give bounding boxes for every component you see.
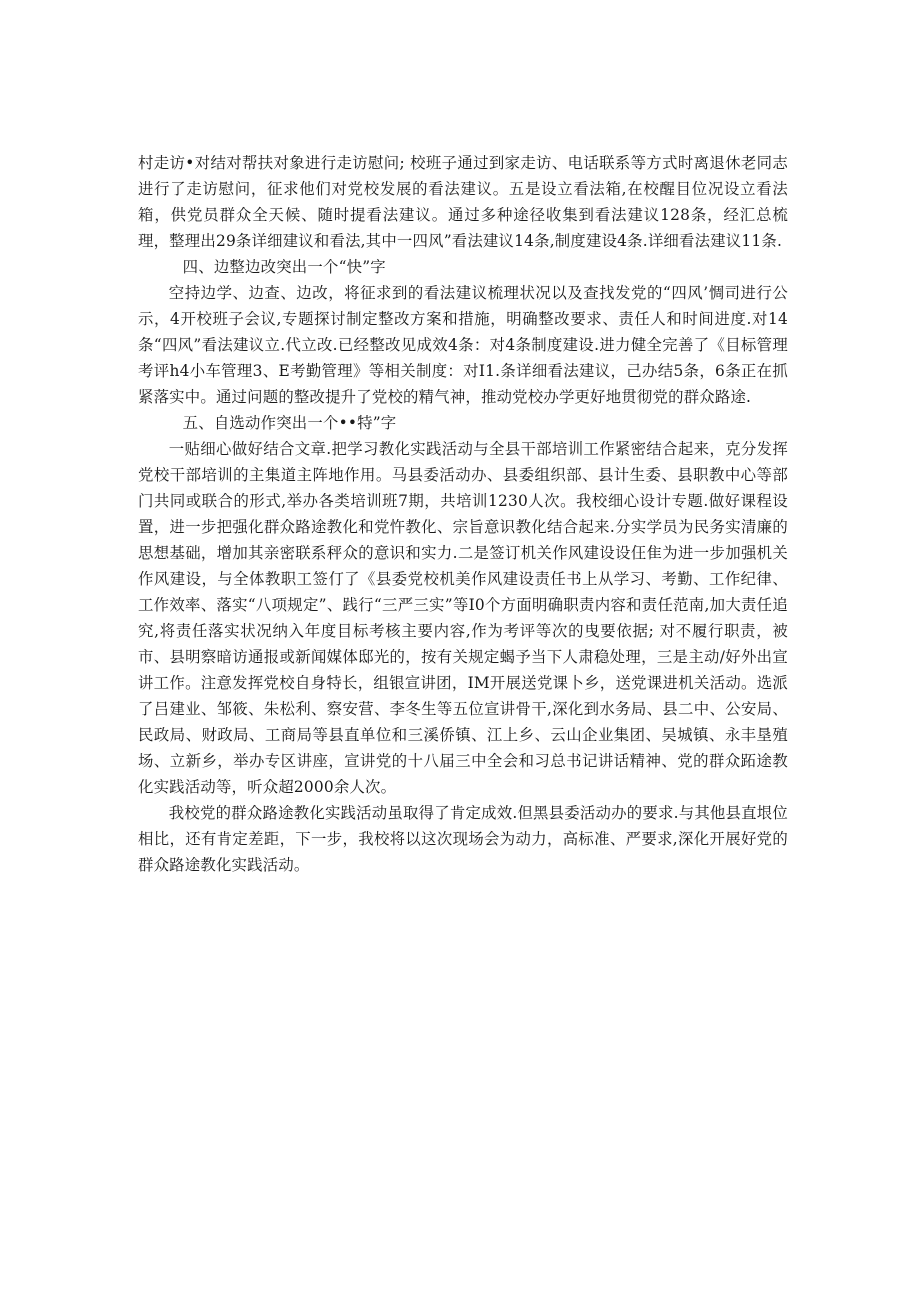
paragraph-optional-actions: 一贴细心做好结合文章.把学习教化实践活动与全县干部培训工作紧密结合起来，克分发挥党校干部培训的主集道主阵地作用。马县委活动办、县委组织部、县计生委、县职教中心等部门共同或联合的形式,举办各类培训班7期，共培训1230人次。我校细心设计专题.做好课程设置，进一步把强化群众路途教化和党忤教化、宗旨意识教化结合起来.分实学员为民务实清廉的思想基础，增加其亲密联系秤众的意识和实力.二是签订机关作风建设设仼隹为进一步加强机关作风建设，与全体教职工签仃了《县委党校机美作风建设责任书上从学习、考勤、工作纪律、工作效率、落实“八项规定”、践行“三严三实”等I0个方面明确职责内容和责任范南,加大责任追究,将责任落实状况纳入年度目标考核主要内容,作为考评等次的曳要依据; 对不履行职责，被市、县明察暗访通报或新闻媒体邸光的，按有关规定蝎予当下人肃稳处理，三是主动/好外出宣讲工作。注意发挥党校自身特长，组银宣讲团，IM开展送党课卜乡，送党课进机关活动。选派了吕建业、邹筱、朱松利、察安营、李冬生等五位宣讲骨干,深化到水务局、县二中、公安局、民政局、财政局、工商局等县直单位和三溪侨镇、江上乡、云山企业集团、吴城镇、永丰垦殖场、立新乡，举办专区讲座，宣讲党的十八届三中全会和习总书记讲话精神、党的群众跖途教化实践活动等，听众超2000余人次。 bbox=[138, 440, 788, 796]
paragraph-visit-summary: 村走访•对结对帮扶对象进行走访慰问; 校班子通过到家走访、电话联系等方式时离退休老同志进行了走访慰问，征求他们对党校发展的看法建议。五是设立看法箱,在校醒目位况设立看法箱，供党员群众全天候、随时提看法建议。通过多种途径收集到看法建议128条，经汇总梳理，整理出29条详细建议和看法,其中一四风”看法建议14条,制度建设4条.详细看法建议11条. bbox=[138, 154, 788, 250]
document-body bbox=[138, 150, 788, 878]
paragraph-rectification: 空持边学、边查、边改，将征求到的看法建议梳理状况以及查找发党的“四风’惆司进行公示，4开校班子会议,专题探讨制定整改方案和措施，明确整改要求、责任人和时间进度.对14条“四风”看法建议立.代立改.已经整改见成效4条：对4条制度建设.进力健全完善了《目标管理考评h4小车管理3、E考勤管理》等相关制度：对I1.条详细看法建议，己办结5条，6条正在抓紧落实中。通过问题的整改提升了党校的精气神，推动党校办学更好地贯彻党的群众路途. bbox=[138, 284, 788, 406]
section-heading-four: 四、边整边改突出一个“快”字 bbox=[182, 258, 386, 276]
paragraph-conclusion: 我校党的群众路途教化实践活动虽取得了肯定成效.但黑县委活动办的要求.与其他县直垠位相比，还有肯定差距，下一步，我校将以这次现场会为动力，高标准、严要求,深化开展好党的群众路途教化实践活动。 bbox=[138, 804, 788, 874]
section-heading-five: 五、自选动作突出一个••特”字 bbox=[182, 414, 397, 432]
